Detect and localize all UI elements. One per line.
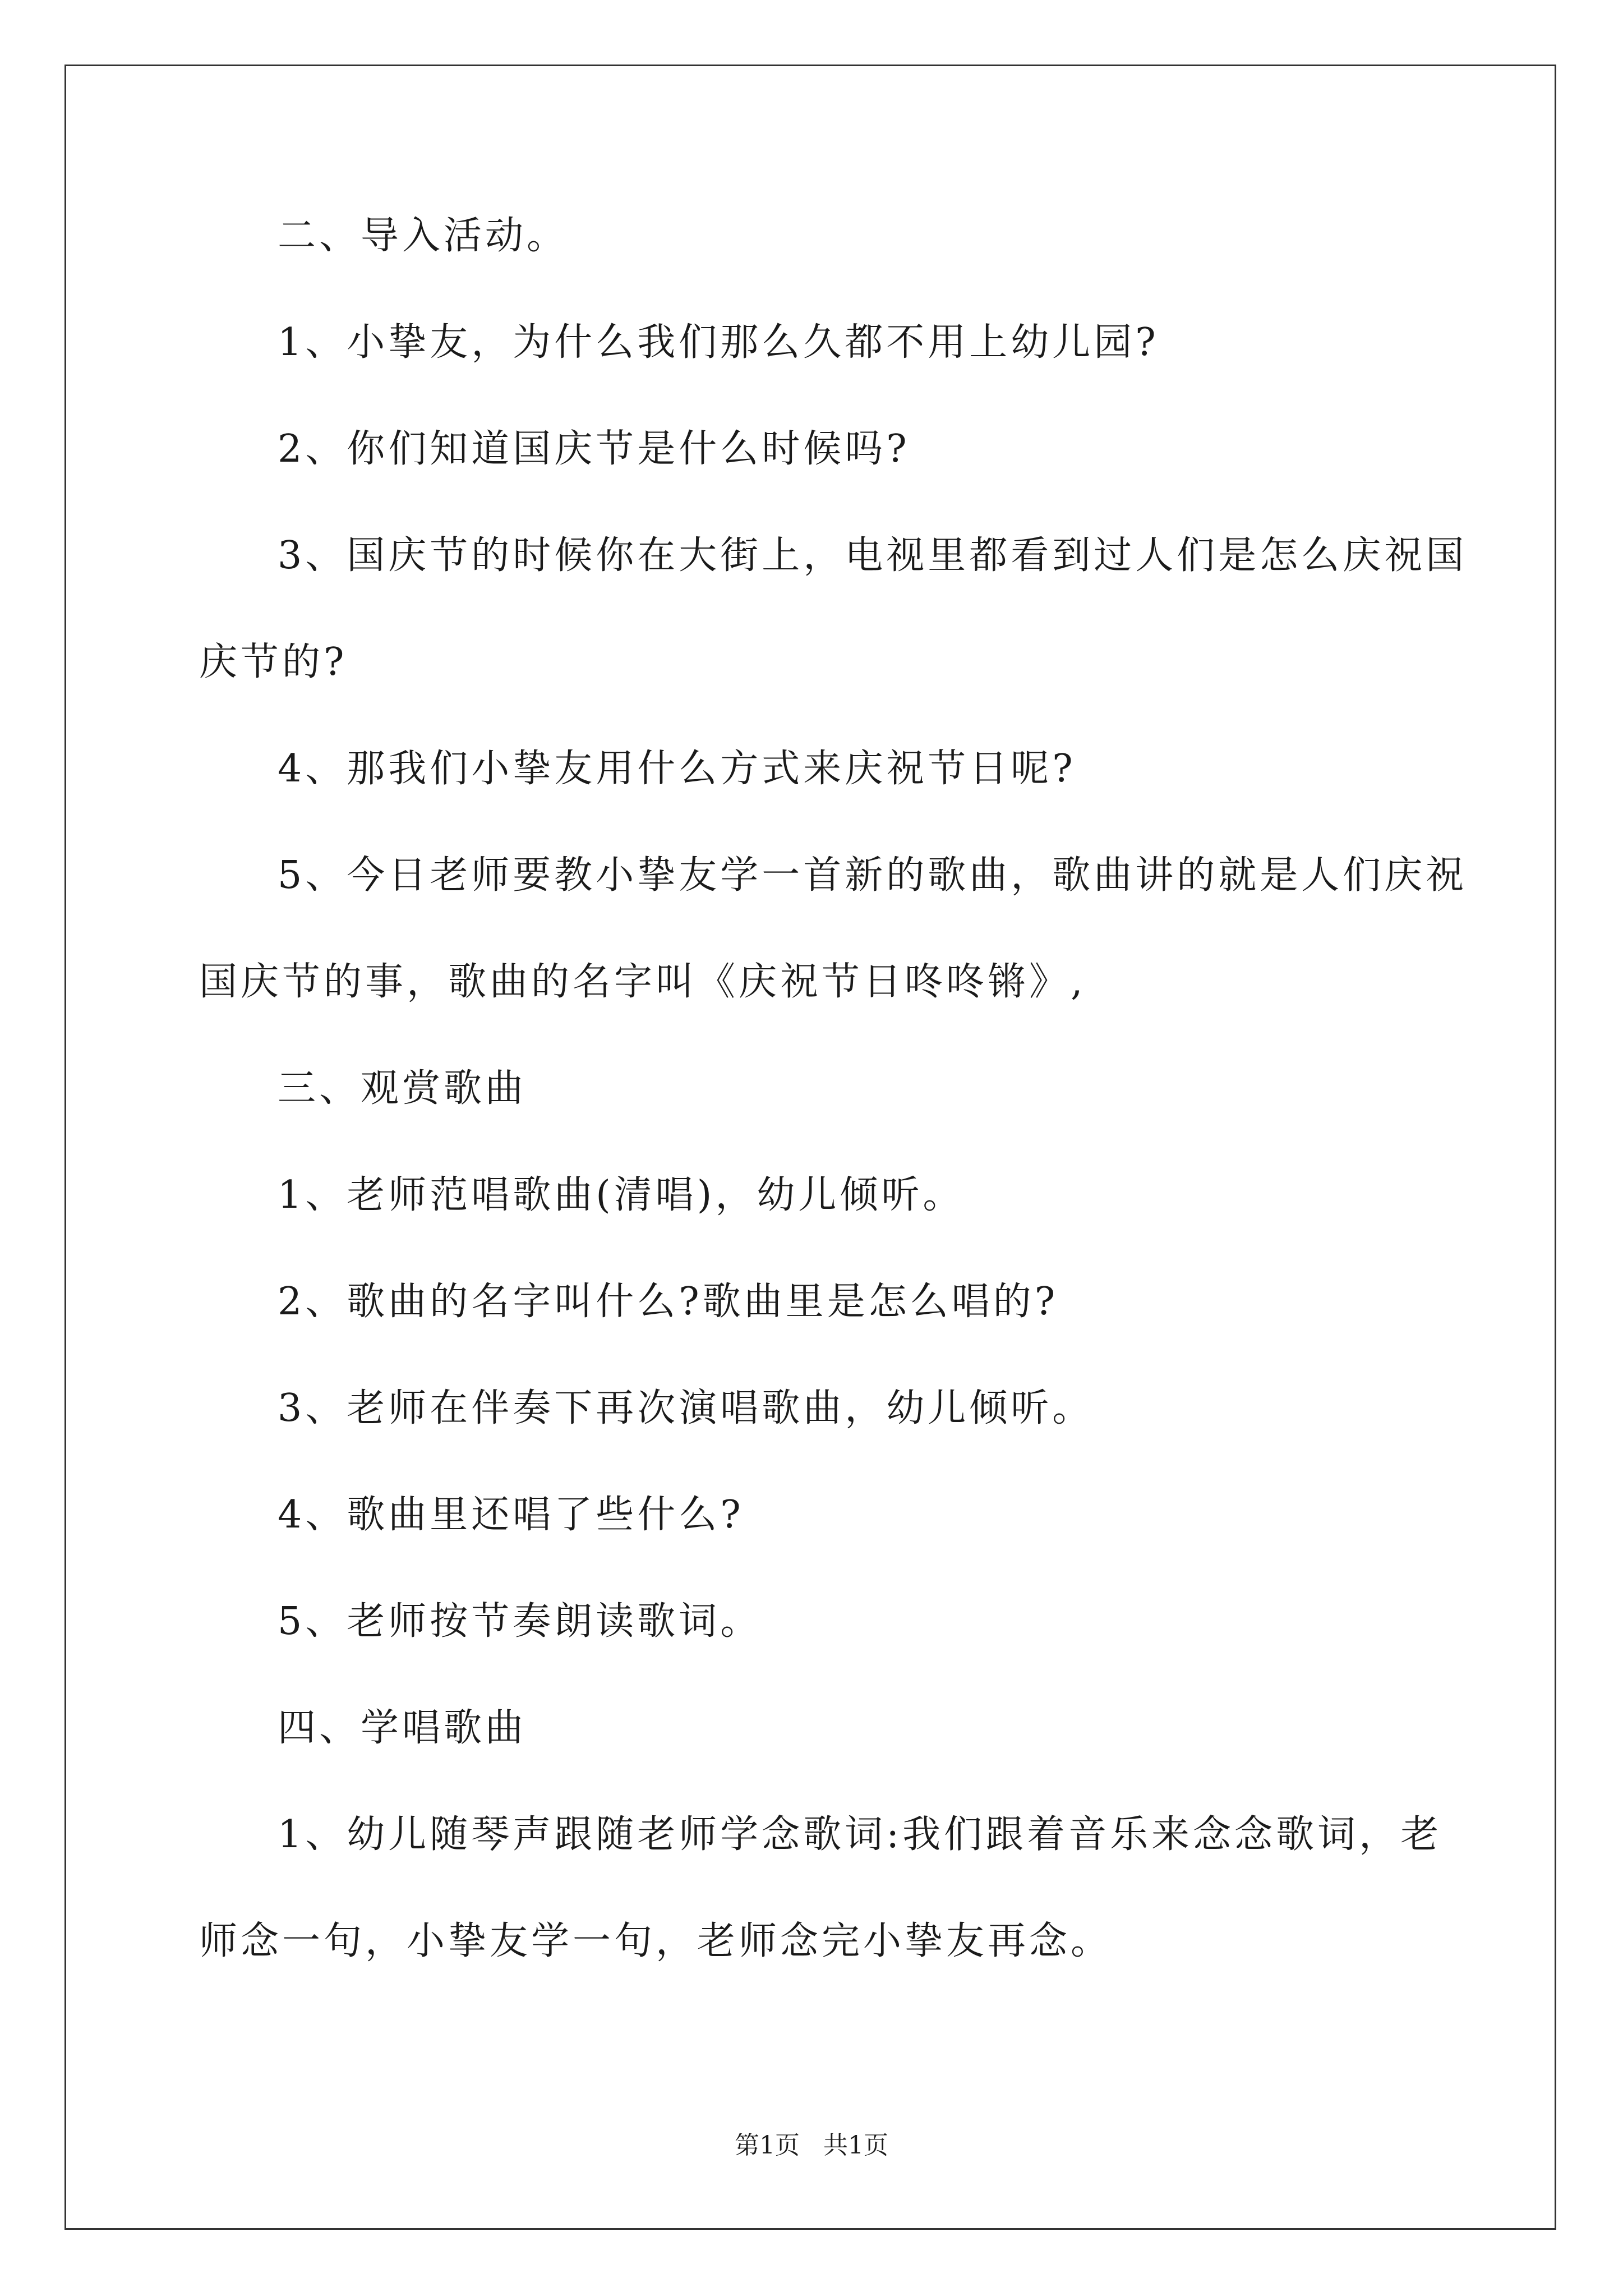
- paragraph: 4、那我们小挚友用什么方式来庆祝节日呢?: [278, 747, 1076, 791]
- page-footer: 第1页 共1页: [735, 2131, 888, 2160]
- page-border: [64, 65, 1556, 2230]
- paragraph: 2、歌曲的名字叫什么?歌曲里是怎么唱的?: [278, 1280, 1059, 1324]
- heading-section-4: 四、学唱歌曲: [278, 1706, 527, 1750]
- paragraph-continuation: 庆节的?: [199, 640, 348, 684]
- paragraph: 5、今日老师要教小挚友学一首新的歌曲，歌曲讲的就是人们庆祝: [278, 853, 1468, 898]
- paragraph: 1、幼儿随琴声跟随老师学念歌词:我们跟着音乐来念念歌词，老: [278, 1812, 1442, 1857]
- paragraph: 5、老师按节奏朗读歌词。: [278, 1599, 762, 1644]
- paragraph: 1、老师范唱歌曲(清唱)，幼儿倾听。: [278, 1173, 965, 1217]
- paragraph: 4、歌曲里还唱了些什么?: [278, 1493, 744, 1537]
- heading-section-2: 二、导入活动。: [278, 214, 569, 258]
- paragraph: 3、国庆节的时候你在大街上，电视里都看到过人们是怎么庆祝国: [278, 533, 1468, 578]
- paragraph: 1、小挚友，为什么我们那么久都不用上幼儿园?: [278, 320, 1159, 365]
- paragraph: 3、老师在伴奏下再次演唱歌曲，幼儿倾听。: [278, 1386, 1094, 1430]
- heading-section-3: 三、观赏歌曲: [278, 1066, 527, 1111]
- paragraph-continuation: 国庆节的事，歌曲的名字叫《庆祝节日咚咚锵》,: [199, 960, 1086, 1004]
- paragraph: 2、你们知道国庆节是什么时候吗?: [278, 427, 910, 471]
- paragraph-continuation: 师念一句，小挚友学一句，老师念完小挚友再念。: [199, 1919, 1113, 1963]
